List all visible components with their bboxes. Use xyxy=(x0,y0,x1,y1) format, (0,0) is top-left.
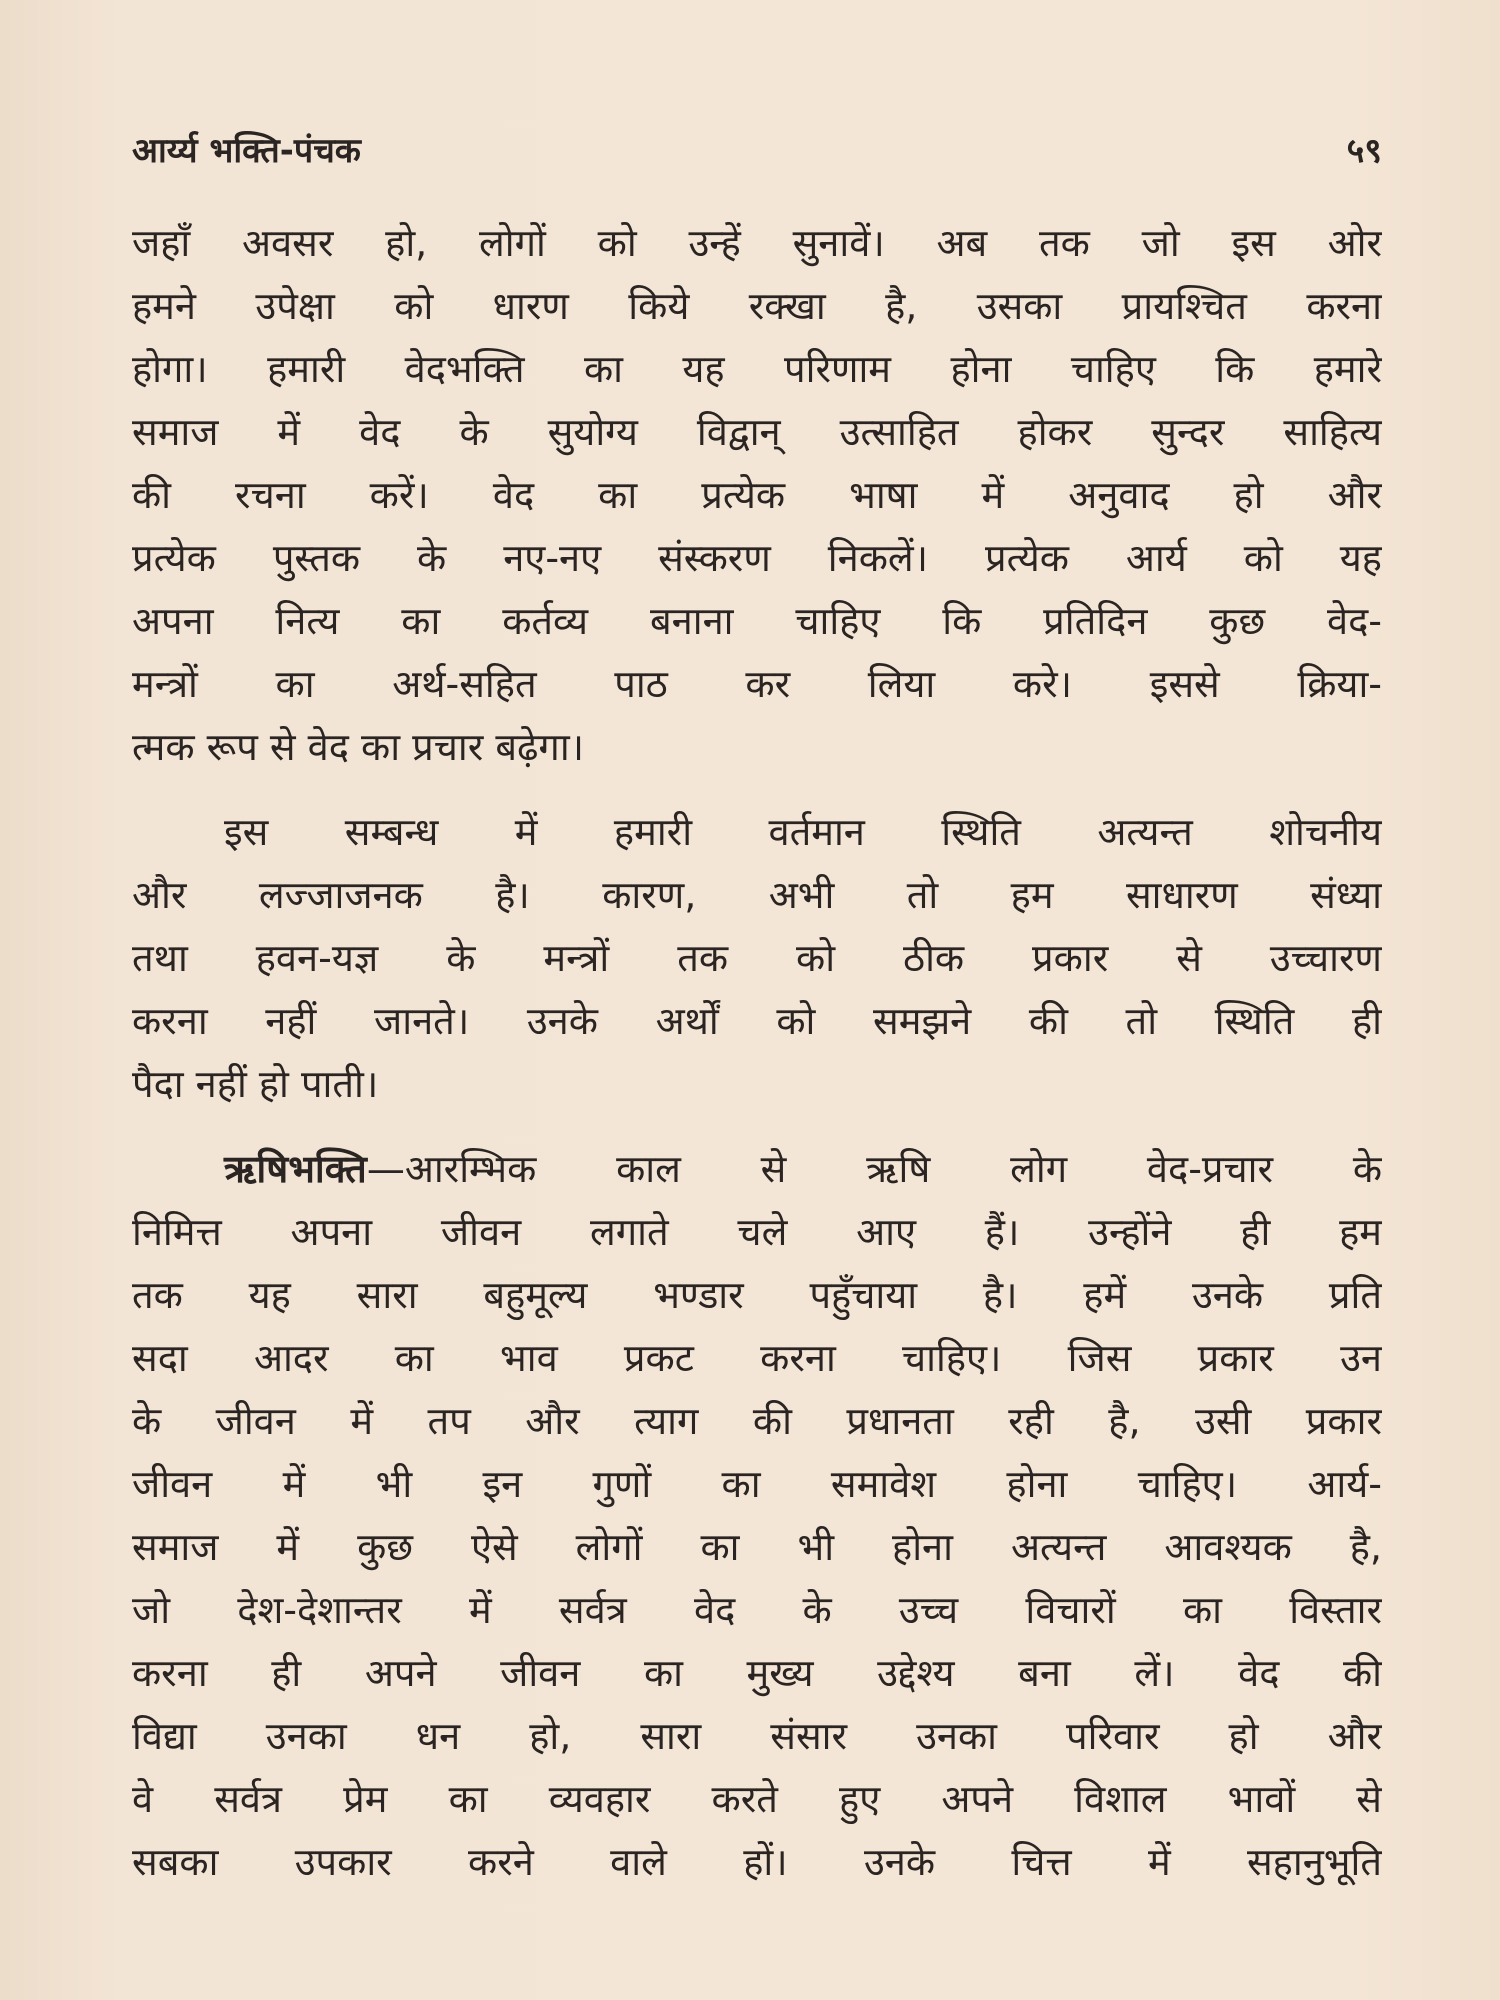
text-line: सबका उपकार करने वाले हों। उनके चित्त में सहानुभूति xyxy=(132,1840,1382,1884)
text-line: त्मक रूप से वेद का प्रचार बढ़ेगा। xyxy=(132,725,585,769)
body-text xyxy=(132,212,1382,1894)
text-line-with-heading xyxy=(132,1138,1382,1201)
text-line: वे सर्वत्र प्रेम का व्यवहार करते हुए अपने विशाल भावों से xyxy=(132,1777,1382,1821)
text-line: सदा आदर का भाव प्रकट करना चाहिए। जिस प्रकार उन xyxy=(132,1336,1382,1380)
paragraph-veda-bhakti-continued xyxy=(132,212,1382,779)
paragraph-spacer xyxy=(132,779,1382,801)
text-line: हमने उपेक्षा को धारण किये रक्खा है, उसका प्रायश्चित करना xyxy=(132,284,1382,328)
text-line: तक यह सारा बहुमूल्य भण्डार पहुँचाया है। हमें उनके प्रति xyxy=(132,1273,1382,1317)
paragraph-rishi-bhakti xyxy=(132,1138,1382,1894)
running-title: आर्य्य भक्ति-पंचक xyxy=(132,131,361,171)
text-line: जीवन में भी इन गुणों का समावेश होना चाहिए। आर्य- xyxy=(132,1462,1382,1506)
text-line: करना ही अपने जीवन का मुख्य उद्देश्य बना लें। वेद की xyxy=(132,1651,1382,1695)
page-header xyxy=(132,126,1382,176)
text-line: जहाँ अवसर हो, लोगों को उन्हें सुनावें। अब तक जो इस ओर xyxy=(132,221,1382,265)
text-line: करना नहीं जानते। उनके अर्थों को समझने की तो स्थिति ही xyxy=(132,999,1382,1043)
section-heading: ऋषिभक्ति xyxy=(224,1147,367,1191)
text-line: प्रत्येक पुस्तक के नए-नए संस्करण निकलें। प्रत्येक आर्य को यह xyxy=(132,536,1382,580)
text-line: तथा हवन-यज्ञ के मन्त्रों तक को ठीक प्रकार से उच्चारण xyxy=(132,936,1382,980)
text-line: समाज में कुछ ऐसे लोगों का भी होना अत्यन्त आवश्यक है, xyxy=(132,1525,1382,1569)
text-line: इस सम्बन्ध में हमारी वर्तमान स्थिति अत्यन्त शोचनीय xyxy=(224,810,1382,854)
heading-line-text: —आरम्भिक काल से ऋषि लोग वेद-प्रचार के xyxy=(366,1147,1382,1191)
text-line: अपना नित्य का कर्तव्य बनाना चाहिए कि प्रतिदिन कुछ वेद- xyxy=(132,599,1382,643)
text-line: के जीवन में तप और त्याग की प्रधानता रही है, उसी प्रकार xyxy=(132,1399,1382,1443)
page-number: ५९ xyxy=(1346,131,1382,171)
text-line: होगा। हमारी वेदभक्ति का यह परिणाम होना चाहिए कि हमारे xyxy=(132,347,1382,391)
text-line: की रचना करें। वेद का प्रत्येक भाषा में अनुवाद हो और xyxy=(132,473,1382,517)
text-line: और लज्जाजनक है। कारण, अभी तो हम साधारण संध्या xyxy=(132,873,1382,917)
text-line: पैदा नहीं हो पाती। xyxy=(132,1062,379,1106)
text-line: मन्त्रों का अर्थ-सहित पाठ कर लिया करे। इससे क्रिया- xyxy=(132,662,1382,706)
paragraph-current-situation xyxy=(132,801,1382,1116)
paragraph-spacer xyxy=(132,1116,1382,1138)
text-line: जो देश-देशान्तर में सर्वत्र वेद के उच्च विचारों का विस्तार xyxy=(132,1588,1382,1632)
text-line: विद्या उनका धन हो, सारा संसार उनका परिवार हो और xyxy=(132,1714,1382,1758)
text-line: समाज में वेद के सुयोग्य विद्वान् उत्साहित होकर सुन्दर साहित्य xyxy=(132,410,1382,454)
text-line: निमित्त अपना जीवन लगाते चले आए हैं। उन्होंने ही हम xyxy=(132,1210,1382,1254)
